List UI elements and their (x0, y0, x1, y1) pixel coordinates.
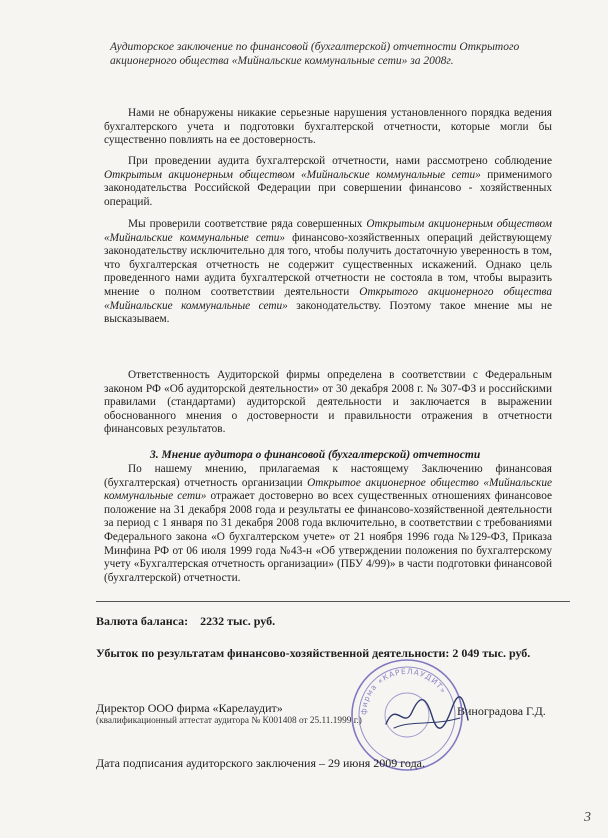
signer-name: Виноградова Г.Д. (457, 704, 546, 718)
paragraph-compliance-check (104, 218, 552, 327)
paragraph-text: финансово-хозяйственных операций действующему законодательству исключительно для того, чтобы получить достаточную уверенность в том, что бухгалтерская отчетность не содержит существенных искажений. Однако цель проведенного нами аудита бухгалтерской отчетности не состояла в том, чтобы выразить мнение о полном соответствии деятельности (104, 231, 552, 298)
page-number: 3 (584, 810, 591, 825)
org-name: Открытого акционерного общества «Мийнальские коммунальные сети» (104, 285, 552, 312)
paragraph-no-violations: Нами не обнаружены никакие серьезные нарушения установленного порядка ведения бухгалтерского учета и подготовки бухгалтерской отчетности, которые могли бы существенно повлиять на ее достоверность. (104, 107, 552, 147)
paragraph-text: При проведении аудита бухгалтерской отчетности, нами рассмотрено соблюдение (128, 155, 552, 167)
balance-value: 2232 тыс. руб. (200, 614, 276, 628)
attestat-line: (квалификационный аттестат аудитора № К001408 от 25.11.1999 г.) (96, 716, 362, 726)
balance-line (96, 614, 275, 629)
paragraph-text: законодательству. Поэтому такое мнение мы не высказываем. (104, 299, 552, 326)
loss-line: Убыток по результатам финансово-хозяйственной деятельности: 2 049 тыс. руб. (96, 646, 531, 660)
paragraph-responsibility: Ответственность Аудиторской фирмы определена в соответствии с Федеральным законом РФ «Об аудиторской деятельности» от 30 декабря 2008 г. № 307-ФЗ и российскими правилами (стандартами) аудиторской деятельности и заключается в выражении обоснованного мнения о достоверности и правильности отражения в отчетности финансовых результатов. (104, 369, 552, 436)
signing-date: Дата подписания аудиторского заключения – 29 июня 2009 года. (96, 756, 426, 770)
page-header: Аудиторское заключение по финансовой (бухгалтерской) отчетности Открытого акционерного общества «Мийнальские коммунальные сети» за 2008г. (110, 41, 520, 67)
balance-label: Валюта баланса: (96, 614, 189, 628)
divider (96, 601, 570, 602)
org-name: Открытым акционерным обществом «Мийнальские коммунальные сети» (104, 168, 481, 181)
paragraph-text: отражает достоверно во всех существенных отношениях финансовое положение на 31 декабря 2008 года и результаты ее финансово-хозяйственной деятельности за период с 1 января по 31 декабря 2008 года включительно, в соответствии с требованиями Федерального закона «О бухгалтерском учете» от 21 ноября 1996 года №129-ФЗ, Приказа Минфина РФ от 06 июля 1999 года №43-н «Об утверждении положения по бухгалтерскому учету «Бухгалтерская отчетность организации» (ПБУ 4/99)» в части подготовки финансовой (бухгалтерской) отчетности. (104, 490, 552, 584)
stamp-text: фирма «КАРЕЛАУДИТ» (358, 666, 449, 716)
signature-icon (382, 690, 472, 736)
director-title: Директор ООО фирма «Карелаудит» (96, 701, 283, 715)
paragraph-compliance-review (104, 155, 552, 209)
paragraph-opinion (104, 463, 552, 585)
paragraph-text: По нашему мнению, прилагаемая к настоящему Заключению финансовая (бухгалтерская) отчетность организации (104, 463, 552, 489)
section-title: 3. Мнение аудитора о финансовой (бухгалтерской) отчетности (150, 449, 481, 461)
org-name: Открытое акционерное общество «Мийнальские коммунальные сети» (104, 476, 552, 503)
org-name: Открытым акционерным обществом «Мийнальские коммунальные сети» (104, 218, 552, 244)
paragraph-text: применимого законодательства Российской Федерации при совершении финансово - хозяйственных операций. (104, 168, 552, 208)
paragraph-text: Мы проверили соответствие ряда совершенных (128, 218, 367, 230)
